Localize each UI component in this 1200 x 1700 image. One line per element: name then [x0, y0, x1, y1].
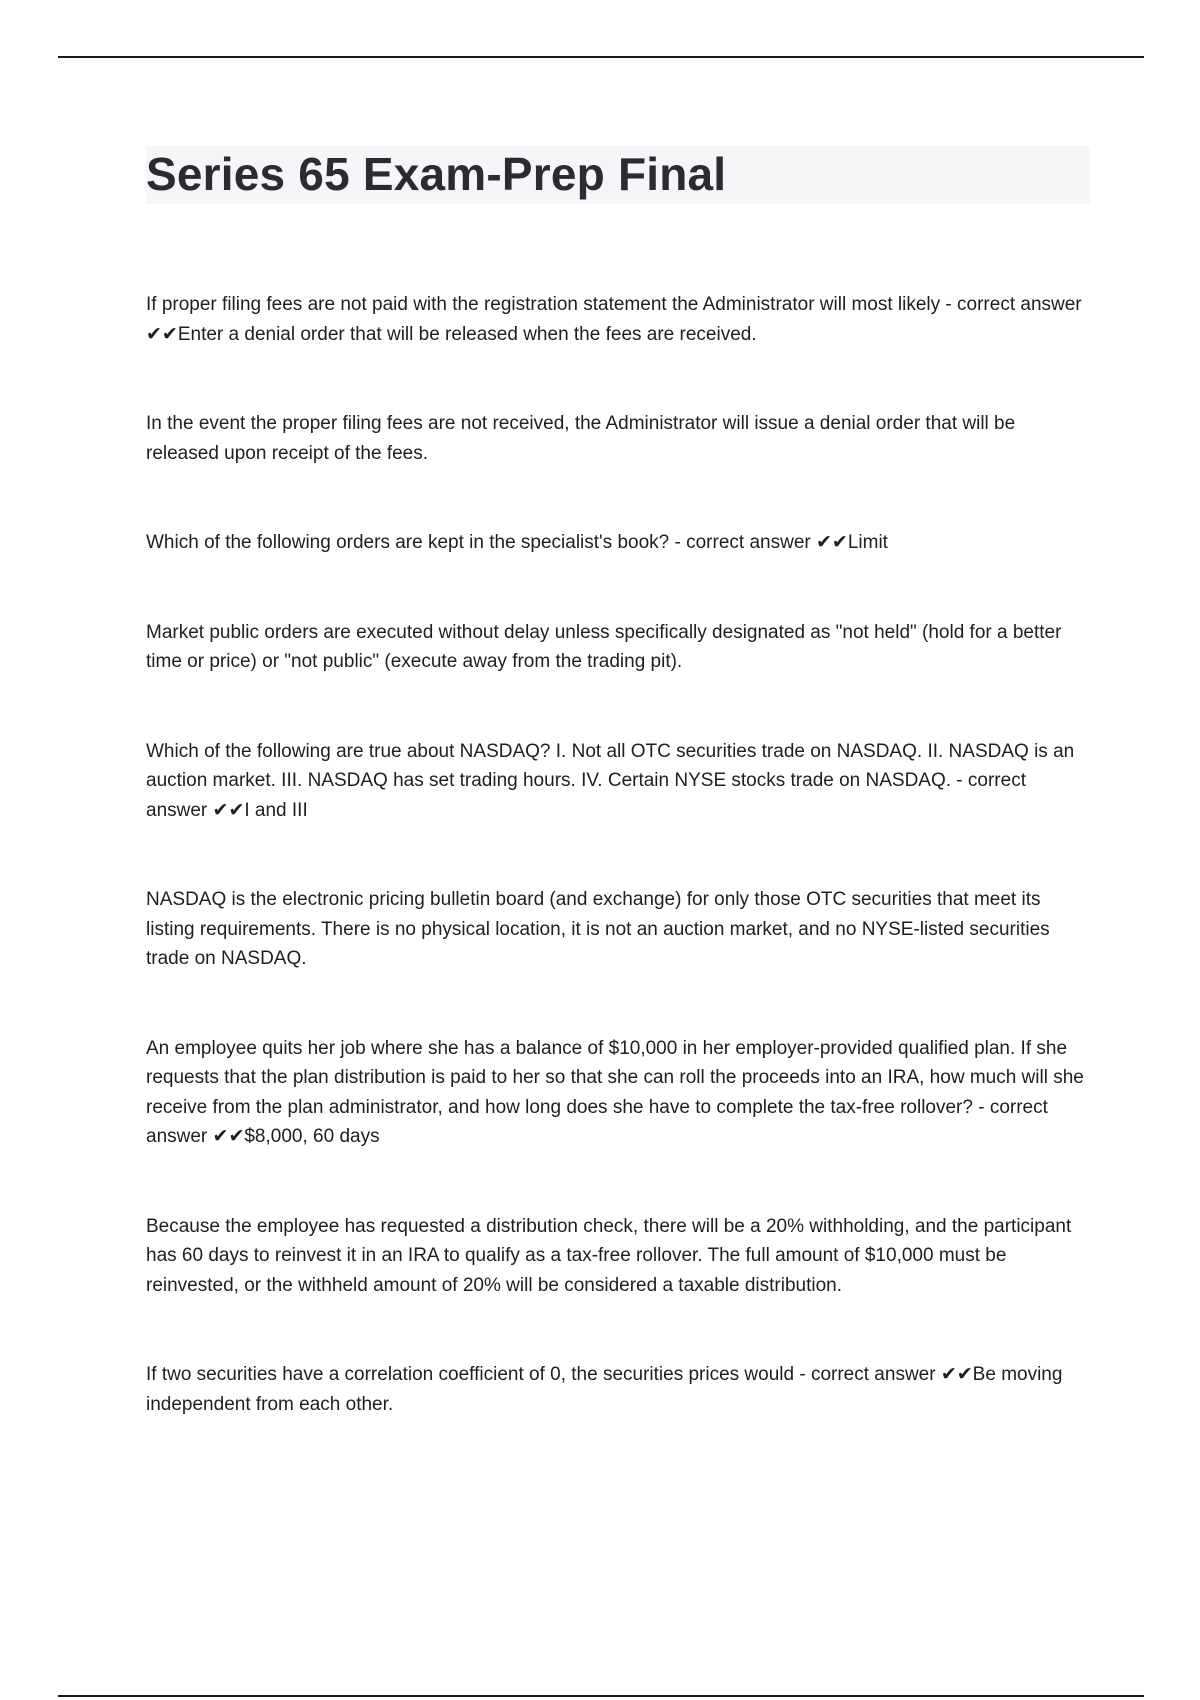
paragraph-6: NASDAQ is the electronic pricing bulletin board (and exchange) for only those OTC securities that meet its listing requirements. There is no physical location, it is not an auction market, and no NYSE-listed securities trade on NASDAQ.: [146, 889, 1050, 969]
top-rule: [58, 56, 1144, 58]
document-body: [146, 290, 1090, 1419]
paragraph-5: Which of the following are true about NASDAQ? I. Not all OTC securities trade on NASDAQ. II. NASDAQ is an auction market. III. NASDAQ has set trading hours. IV. Certain NYSE stocks trade on NASDAQ. - correct answer ✔✔I and III: [146, 740, 1075, 821]
paragraph-1: If proper filing fees are not paid with the registration statement the Administrator will most likely - correct answer ✔✔Enter a denial order that will be released when the fees are received.: [146, 294, 1082, 345]
paragraph-8: Because the employee has requested a distribution check, there will be a 20% withholding, and the participant has 60 days to reinvest it in an IRA to qualify as a tax-free rollover. The full amount of $10,000 must be reinvested, or the withheld amount of 20% will be considered a taxable distribution.: [146, 1215, 1072, 1296]
document-title: Series 65 Exam-Prep Final: [146, 148, 727, 200]
paragraph-2: In the event the proper filing fees are not received, the Administrator will issue a denial order that will be released upon receipt of the fees.: [146, 413, 1016, 464]
paragraph-9: If two securities have a correlation coefficient of 0, the securities prices would - correct answer ✔✔Be moving independent from each other.: [146, 1364, 1063, 1415]
paragraph-4: Market public orders are executed without delay unless specifically designated as "not held" (hold for a better time or price) or "not public" (execute away from the trading pit).: [146, 621, 1062, 672]
paragraph-3: Which of the following orders are kept in the specialist's book? - correct answer ✔✔Limit: [146, 532, 888, 553]
paragraph-7: An employee quits her job where she has a balance of $10,000 in her employer-provided qualified plan. If she requests that the plan distribution is paid to her so that she can roll the proceeds into an IRA, how much will she receive from the plan administrator, and how long does she have to complete the tax-free rollover? - correct answer ✔✔$8,000, 60 days: [146, 1037, 1084, 1147]
bottom-rule: [58, 1695, 1144, 1697]
